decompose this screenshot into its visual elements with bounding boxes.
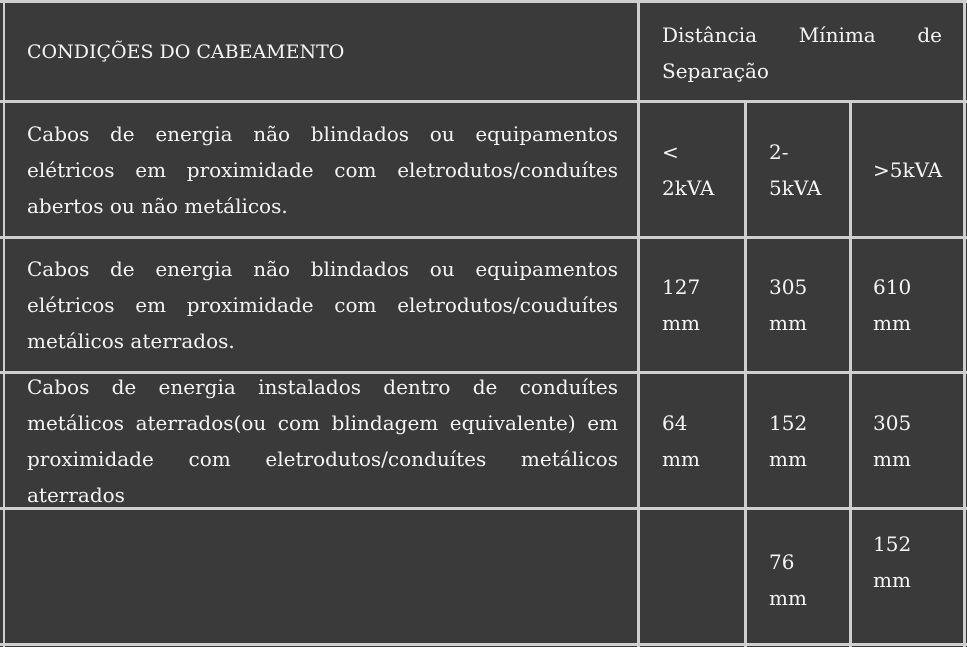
distance-value: 305 mm: [873, 410, 912, 471]
distance-value: 76 mm: [769, 550, 807, 610]
column-divider: [744, 101, 747, 647]
header-conditions: CONDIÇÕES DO CABEAMENTO: [27, 40, 345, 63]
distance-value: [662, 510, 722, 643]
table-border-left: [3, 0, 5, 647]
distance-value: 610 mm: [873, 275, 912, 335]
column-divider: [849, 101, 852, 647]
condition-cell: Cabos de energia instalados dentro de conduítes metálicos aterrados(ou com blindagem equivalente) em proximidade com eletrodutos/conduítes metálicos aterrados: [27, 374, 618, 507]
header-min-distance-line2: Separação: [662, 59, 769, 83]
condition-cell: Cabos de energia não blindados ou equipamentos elétricos em proximidade com eletrodutos/couduítes metálicos aterrados.: [27, 257, 618, 353]
table-border-right: [963, 0, 966, 647]
power-range-high: >5kVA: [873, 157, 943, 182]
distance-value: 152 mm: [769, 410, 808, 471]
distance-value: 152 mm: [873, 532, 912, 592]
distance-value: 64 mm: [662, 410, 700, 471]
table-border-bottom: [0, 643, 967, 646]
header-min-distance-line1: Distância Mínima de: [662, 23, 942, 47]
power-range-low: < 2kVA: [662, 139, 715, 200]
column-divider: [637, 0, 640, 647]
power-range-mid: 2-5kVA: [769, 139, 822, 200]
distance-value: 127 mm: [662, 275, 701, 335]
condition-cell: [27, 510, 618, 643]
distance-value: 305 mm: [769, 275, 808, 335]
condition-cell: Cabos de energia não blindados ou equipamentos elétricos em proximidade com eletrodutos/conduítes abertos ou não metálicos.: [27, 121, 618, 218]
header-min-distance: [662, 17, 942, 89]
